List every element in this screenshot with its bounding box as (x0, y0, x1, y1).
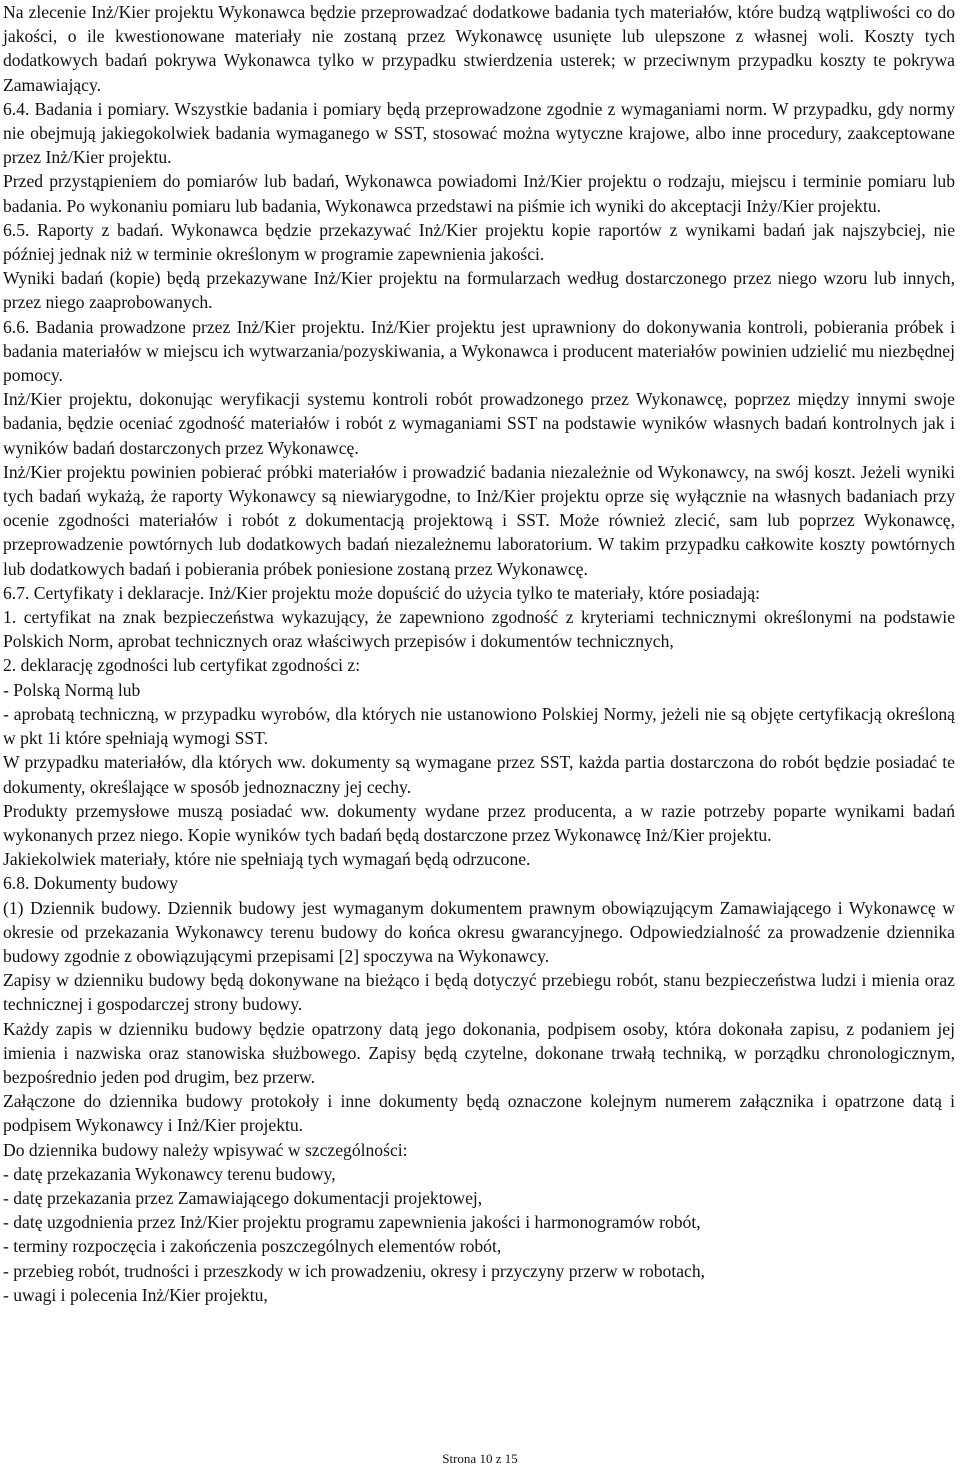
list-item-site-handover: - datę przekazania Wykonawcy terenu budowy, (3, 1163, 336, 1184)
list-item-technical-approval: - aprobatą techniczną, w przypadku wyrobów, dla których nie ustanowiono Polskiej Normy, jeżeli nie są objęte certyfikacją określoną w pkt 1i które spełniają wymogi SST. (3, 703, 955, 749)
paragraph-entry-requirements: Każdy zapis w dzienniku budowy będzie opatrzony datą jego dokonania, podpisem osoby, która dokonała zapisu, z podaniem jej imienia i nazwiska oraz stanowiska służbowego. Zapisy będą czytelne, dokonane trwałą techniką, w porządku chronologicznym, bezpośrednio jeden pod drugim, bez przerw. (3, 1018, 955, 1087)
paragraph-log-entries: Zapisy w dzienniku budowy będą dokonywane na bieżąco i będą dotyczyć przebiegu robót, stanu bezpieczeństwa ludzi i mienia oraz technicznej i gospodarczej strony budowy. (3, 970, 955, 1015)
paragraph-test-results-forms: Wyniki badań (kopie) będą przekazywane Inż/Kier projektu na formularzach według dostarczonego przez niego wzoru lub innych, przez niego zaaprobowanych. (3, 268, 955, 313)
list-item-quality-program: - datę uzgodnienia przez Inż/Kier projektu programu zapewnienia jakości i harmonogramów robót, (3, 1212, 701, 1233)
list-item-engineer-remarks: - uwagi i polecenia Inż/Kier projektu, (3, 1284, 268, 1305)
paragraph-additional-tests: Na zlecenie Inż/Kier projektu Wykonawca będzie przeprowadzać dodatkowe badania tych materiałów, które budzą wątpliwości co do jakości, o ile kwestionowane materiały nie zostaną przez Wykonawcę usunięte lub ulepszone z własnej woli. Koszty tych dodatkowych badań pokrywa Wykonawca tylko w przypadku stwierdzenia usterek; w przeciwnym przypadku koszty te pokrywa Zamawiający. (3, 2, 955, 95)
paragraph-engineer-sampling: Inż/Kier projektu powinien pobierać próbki materiałów i prowadzić badania niezależnie od Wykonawcy, na swój koszt. Jeżeli wyniki tych badań wykażą, że raporty Wykonawcy są niewiarygodne, to Inż/Kier projektu oprze się wyłącznie na własnych badaniach przy ocenie zgodności materiałów i robót z dokumentacją projektową i SST. Może również zlecić, sam lub poprzez Wykonawcę, przeprowadzenie powtórnych lub dodatkowych badań niezależnemu laboratorium. W takim przypadku całkowite koszty powtórnych lub dodatkowych badań i pobierania próbek poniesione zostaną przez Wykonawcę. (3, 461, 955, 579)
paragraph-notification-before-tests: Przed przystąpieniem do pomiarów lub badań, Wykonawca powiadomi Inż/Kier projektu o rodzaju, miejscu i terminie pomiaru lub badania. Po wykonaniu pomiaru lub badania, Wykonawca przedstawi na piśmie ich wyniki do akceptacji Inży/Kier projektu. (3, 171, 955, 216)
paragraph-attached-protocols: Załączone do dziennika budowy protokoły i inne dokumenty będą oznaczone kolejnym numerem załącznika i opatrzone datą i podpisem Wykonawcy i Inż/Kier projektu. (3, 1091, 955, 1136)
paragraph-construction-log: (1) Dziennik budowy. Dziennik budowy jest wymaganym dokumentem prawnym obowiązującym Zamawiającego i Wykonawcę w okresie od przekazania Wykonawcy terenu budowy do końca okresu gwarancyjnego. Odpowiedzialność za prowadzenie dziennika budowy zgodnie z obowiązującymi przepisami [2] spoczywa na Wykonawcy. (3, 897, 955, 966)
paragraph-engineer-verification: Inż/Kier projektu, dokonując weryfikacji systemu kontroli robót prowadzonego przez Wykonawcę, poprzez między innymi swoje badania, będzie oceniać zgodność materiałów i robót z wymaganiami SST na podstawie wyników własnych badań kontrolnych jak i wyników badań dostarczonych przez Wykonawcę. (3, 389, 955, 458)
paragraph-material-documents: W przypadku materiałów, dla których ww. dokumenty są wymagane przez SST, każda partia dostarczona do robót będzie posiadać te dokumenty, określające w sposób jednoznaczny jej cechy. (3, 752, 955, 797)
document-page (3, 0, 955, 1307)
list-item-work-dates: - terminy rozpoczęcia i zakończenia poszczególnych elementów robót, (3, 1236, 502, 1257)
section-6-5-test-reports: 6.5. Raporty z badań. Wykonawca będzie przekazywać Inż/Kier projektu kopie raportów z wynikami badań jak najszybciej, nie później jednak niż w terminie określonym w programie zapewnienia jakości. (3, 219, 955, 265)
section-6-6-engineer-tests: 6.6. Badania prowadzone przez Inż/Kier projektu. Inż/Kier projektu jest uprawniony do dokonywania kontroli, pobierania próbek i badania materiałów w miejscu ich wytwarzania/pozyskiwania, a Wykonawca i producent materiałów powinien udzielić mu niezbędnej pomocy. (3, 316, 955, 386)
section-6-4-tests-and-measurements: 6.4. Badania i pomiary. Wszystkie badania i pomiary będą przeprowadzone zgodnie z wymaganiami norm. W przypadku, gdy normy nie obejmują jakiegokolwiek badania wymaganego w SST, stosować można wytyczne krajowe, albo inne procedury, zaakceptowane przez Inż/Kier projektu. (3, 98, 955, 168)
page-number-footer: Strona 10 z 15 (442, 1451, 518, 1466)
list-item-polish-norm: - Polską Normą lub (3, 679, 141, 700)
list-item-work-progress: - przebieg robót, trudności i przeszkody w ich prowadzeniu, okresy i przyczyny przerw w robotach, (3, 1260, 706, 1281)
list-item-certificate: 1. certyfikat na znak bezpieczeństwa wykazujący, że zapewniono zgodność z kryteriami technicznymi określonymi na podstawie Polskich Norm, aprobat technicznych oraz właściwych przepisów i dokumentów technicznych, (3, 607, 955, 652)
paragraph-industrial-products: Produkty przemysłowe muszą posiadać ww. dokumenty wydane przez producenta, a w razie potrzeby poparte wynikami badań wykonanych przez niego. Kopie wyników tych badań będą dostarczone przez Wykonawcę Inż/Kier projektu. (3, 800, 955, 845)
section-6-8-construction-documents: 6.8. Dokumenty budowy (3, 873, 178, 894)
paragraph-rejected-materials: Jakiekolwiek materiały, które nie spełniają tych wymagań będą odrzucone. (3, 849, 531, 870)
paragraph-log-contents-intro: Do dziennika budowy należy wpisywać w szczególności: (3, 1139, 408, 1160)
list-item-declaration: 2. deklarację zgodności lub certyfikat zgodności z: (3, 655, 361, 676)
list-item-documentation-handover: - datę przekazania przez Zamawiającego dokumentacji projektowej, (3, 1187, 483, 1208)
section-6-7-certificates: 6.7. Certyfikaty i deklaracje. Inż/Kier projektu może dopuścić do użycia tylko te materiały, które posiadają: (3, 582, 761, 603)
